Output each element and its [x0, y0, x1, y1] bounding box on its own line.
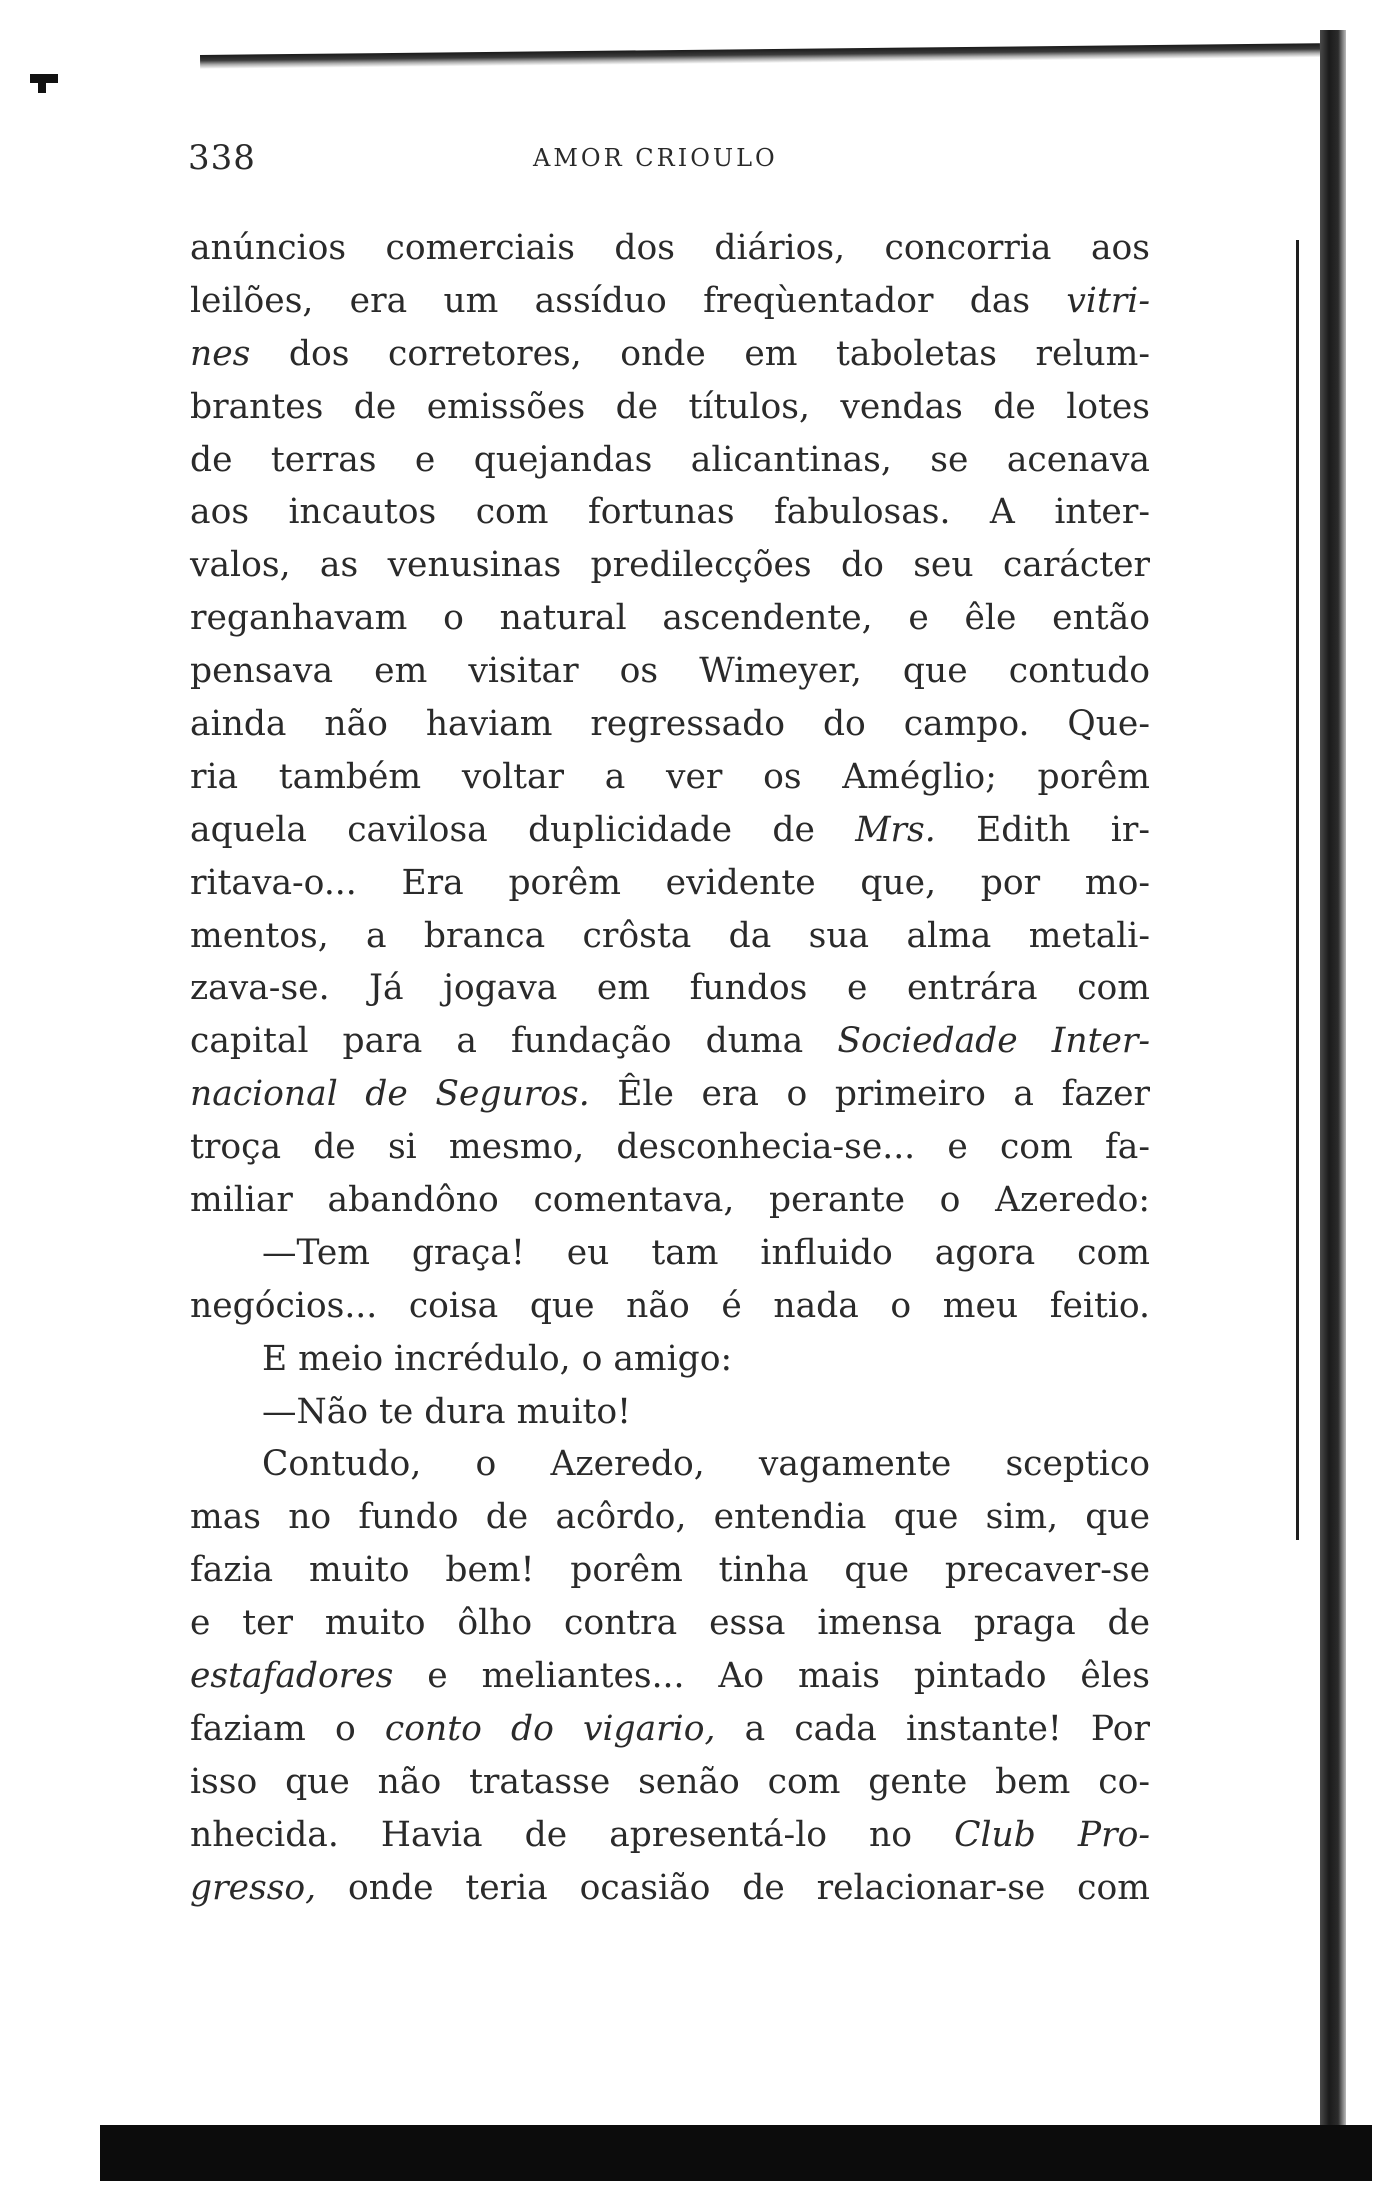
text-line: ainda não haviam regressado do campo. Que-: [190, 704, 1150, 745]
scan-corner-mark-tail: [38, 83, 46, 93]
text-line: valos, as venusinas predilecções do seu carácter: [190, 545, 1150, 586]
text-line: aquela cavilosa duplicidade de Mrs. Edith ir-: [190, 809, 1150, 850]
text-line: mentos, a branca crôsta da sua alma metali-: [190, 915, 1150, 956]
running-head: AMOR CRIOULO: [533, 144, 778, 172]
text-line: capital para a fundação duma Sociedade Inter-: [190, 1021, 1151, 1062]
dialogue-line: —Tem graça! eu tam influido agora com: [262, 1232, 1150, 1273]
page-number: 338: [188, 138, 256, 178]
text-line: ritava-o... Era porêm evidente que, por mo-: [190, 862, 1150, 903]
text-line: gresso, onde teria ocasião de relacionar-se com: [190, 1867, 1150, 1908]
text-line: aos incautos com fortunas fabulosas. A inter-: [190, 492, 1150, 533]
text-line: nacional de Seguros. Êle era o primeiro a fazer: [190, 1074, 1150, 1115]
dialogue-line: —Não te dura muito!: [262, 1391, 632, 1432]
text-line: leilões, era um assíduo freqùentador das vitri-: [190, 280, 1150, 321]
text-line: nes dos corretores, onde em taboletas relum-: [190, 333, 1150, 374]
text-line: brantes de emissões de títulos, vendas de lotes: [190, 386, 1150, 427]
paragraph-start-line: Contudo, o Azeredo, vagamente sceptico: [262, 1444, 1150, 1485]
text-line: estafadores e meliantes... Ao mais pintado êles: [190, 1656, 1150, 1697]
scan-corner-mark: [30, 74, 58, 83]
text-line: zava-se. Já jogava em fundos e entrára com: [190, 968, 1150, 1009]
text-line: isso que não tratasse senão com gente bem co-: [190, 1761, 1150, 1802]
text-line: nhecida. Havia de apresentá-lo no Club Pro-: [190, 1814, 1151, 1855]
page-header: [188, 138, 1188, 188]
scan-right-edge: [1320, 30, 1346, 2130]
text-line: reganhavam o natural ascendente, e êle então: [190, 598, 1150, 639]
scan-top-edge: [200, 43, 1320, 69]
text-line: fazia muito bem! porêm tinha que precaver-se: [190, 1550, 1150, 1591]
text-line: e ter muito ôlho contra essa imensa praga de: [190, 1603, 1150, 1644]
scan-right-margin-line: [1296, 240, 1299, 1540]
text-line: E meio incrédulo, o amigo:: [262, 1338, 733, 1379]
text-line: troça de si mesmo, desconhecia-se... e com fa-: [190, 1127, 1150, 1168]
text-line: mas no fundo de acôrdo, entendia que sim, que: [190, 1497, 1150, 1538]
text-line: de terras e quejandas alicantinas, se acenava: [190, 439, 1150, 480]
text-line: miliar abandôno comentava, perante o Azeredo:: [190, 1180, 1150, 1221]
text-line: pensava em visitar os Wimeyer, que contudo: [190, 651, 1150, 692]
text-line: faziam o conto do vigario, a cada instante! Por: [190, 1708, 1150, 1749]
text-line: anúncios comerciais dos diários, concorria aos: [190, 228, 1150, 268]
text-line: negócios... coisa que não é nada o meu feitio.: [190, 1285, 1150, 1326]
text-line: ria também voltar a ver os Améglio; porêm: [190, 756, 1150, 797]
body-text: [190, 222, 1150, 1915]
scan-bottom-edge: [100, 2125, 1372, 2181]
